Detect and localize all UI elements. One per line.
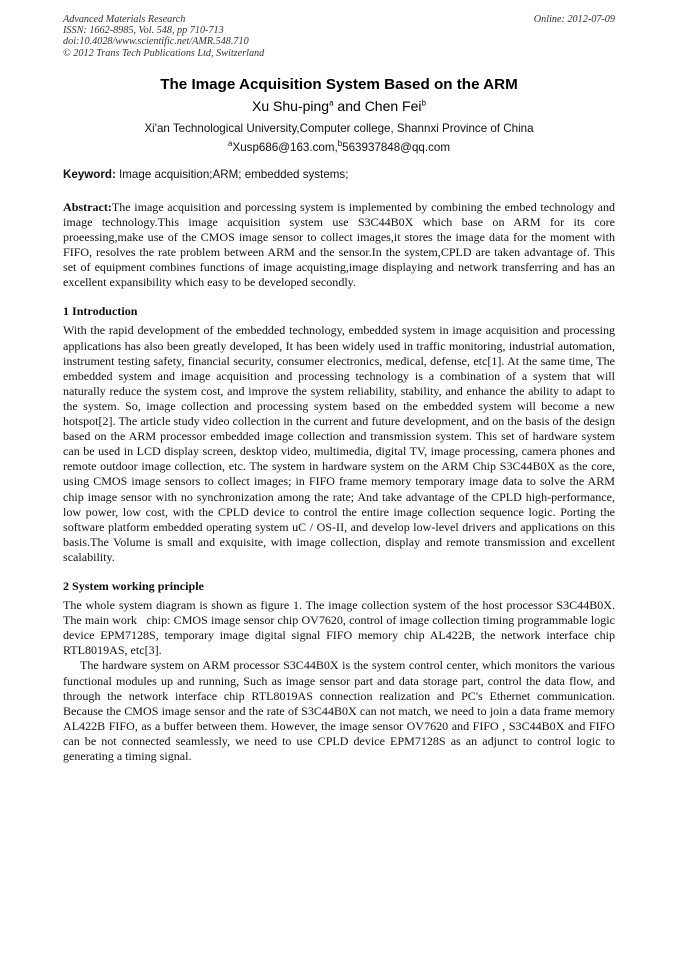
email-line bbox=[63, 140, 615, 155]
abstract-text: The image acquisition and porcessing system is implemented by combining the embed technology and image technology.This image acquisition system use S3C44B0X which base on ARM for its core proeessing,make use of the CMOS image sensor to collect images,it stores the image data for the moment with FIFO, resolves the rate problem between ARM and the sensor.In the system,CPLD are taken advantage of. This set of equipment combines functions of image acquisting,image displaying and network transferring and has an excellent expansibility which easy to be developed secondly. bbox=[63, 199, 615, 290]
journal-copyright: © 2012 Trans Tech Publications Ltd, Switzerland bbox=[63, 47, 265, 59]
keywords-line bbox=[63, 167, 615, 182]
journal-name: Advanced Materials Research bbox=[63, 14, 186, 25]
author-connector: and bbox=[333, 97, 365, 114]
keywords-label: Keyword: bbox=[63, 167, 116, 181]
abstract bbox=[63, 200, 615, 291]
journal-header bbox=[63, 14, 615, 59]
journal-doi[interactable]: doi:10.4028/www.scientific.net/AMR.548.710 bbox=[63, 36, 249, 48]
section-heading-system-working-principle: 2 System working principle bbox=[63, 578, 204, 593]
author-line bbox=[63, 97, 615, 115]
author-1: Xu Shu-ping bbox=[252, 97, 330, 114]
online-date: Online: 2012-07-09 bbox=[533, 14, 615, 25]
email-2-superscript: b bbox=[337, 138, 343, 148]
email-1[interactable]: Xusp686@163.com, bbox=[232, 140, 338, 154]
principle-paragraph-2: The hardware system on ARM processor S3C44B0X is the system control center, which monitors the various functional modules up and running, Such as image sensor part and data storage part, control the data flow, and through the network interface chip RTL8019AS connection realization and PC's Ethernet communication. Because the CMOS image sensor and the rate of S3C44B0X can not match, we need to join a data frame memory AL422B FIFO, as a buffer between them. However, the image sensor OV7620 and FIFO , S3C44B0X and FIFO can be not connected seamlessly, we need to use CPLD device EPM7128S as an adjunct to control logic to generating a timing signal. bbox=[63, 658, 615, 763]
principle-paragraph-1: The whole system diagram is shown as figure 1. The image collection system of the host processor S3C44B0X. The main work chip: CMOS image sensor chip OV7620, control of image collection timing programmable logic device EPM7128S, temporary image digital signal FIFO memory chip AL422B, the network interface chip RTL8019AS, etc[3]. bbox=[63, 598, 619, 658]
email-2[interactable]: 563937848@qq.com bbox=[342, 140, 450, 154]
keywords-text: Image acquisition;ARM; embedded systems; bbox=[115, 167, 349, 181]
author-2-superscript: b bbox=[421, 98, 426, 108]
paper-title: The Image Acquisition System Based on the ARM bbox=[160, 75, 518, 93]
paper-page bbox=[63, 14, 619, 764]
email-1-superscript: a bbox=[228, 138, 233, 148]
affiliation: Xi'an Technological University,Computer college, Shannxi Province of China bbox=[144, 121, 534, 135]
introduction-paragraph: With the rapid development of the embedded technology, embedded system in image acquisition and processing applications has also been greatly developed, It has been widely used in traffic monitoring, industrial automation, instrument testing safety, financial security, consumer electronics, medical, defense, etc[1]. At the same time, The embedded system and image acquisition and processing technology is a combination of a system that will naturally reduce the system cost, and improve the system reliability, stability, and enhance the ability to adapt to the system. So, image collection and processing system based on the embedded system will become a new hotspot[2]. The article study video collection in the current and future development, and on the basis of the design based on the ARM processor embedded image collection and transmission system. This set of hardware system can be used in LCD display screen, desktop video, multimedia, digital TV, image processing, camera phones and remote outdoor image collection, etc. The system in hardware system on the ARM Chip S3C44B0X as the core, using CMOS image sensors to collect images; in FIFO frame memory temporary image data to solve the ARM chip image sensor with no synchronization among the rate; And take advantage of the CPLD high-performance, low power, low cost, with the CPLD device to control the entire image collection sequence logic. Porting the software platform embedded operating system uC / OS-II, and develop low-level drivers and applications on this basis.The Volume is small and exquisite, with image collection, display and remote transmission and excellent scalability. bbox=[63, 323, 615, 564]
abstract-label: Abstract: bbox=[63, 199, 112, 214]
section-heading-introduction: 1 Introduction bbox=[63, 304, 138, 319]
author-2: Chen Fei bbox=[364, 97, 422, 114]
author-1-superscript: a bbox=[329, 98, 334, 108]
journal-issn: ISSN: 1662-8985, Vol. 548, pp 710-713 bbox=[63, 25, 224, 37]
